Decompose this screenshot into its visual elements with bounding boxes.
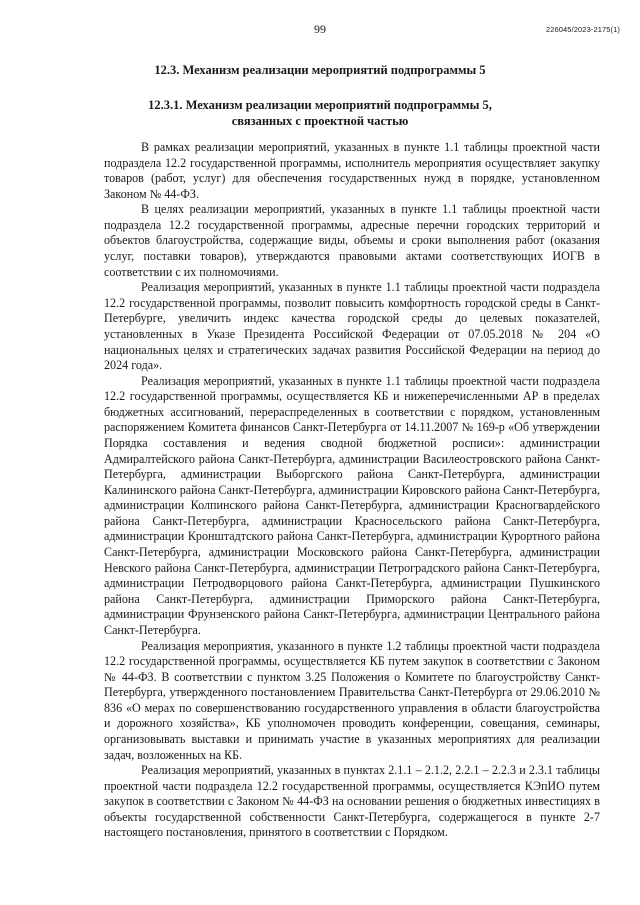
section-heading: 12.3. Механизм реализации мероприятий подпрограммы 5: [154, 63, 486, 77]
body-text: [104, 140, 600, 841]
page-number: 99: [314, 22, 326, 36]
paragraph: Реализация мероприятий, указанных в пункте 1.1 таблицы проектной части подраздела 12.2 государственной программы, позволит повысить комфортность городской среды в Санкт-Петербурге, увеличить индекс качества городской среды до целевых показателей, установленных в Указе Президента Российской Федерации от 07.05.2018 № 204 «О национальных целях и стратегических задачах развития Российской Федерации на период до 2024 года».: [104, 280, 600, 373]
paragraph: Реализация мероприятий, указанных в пунктах 2.1.1 – 2.1.2, 2.2.1 – 2.2.3 и 2.3.1 таблицы проектной части подраздела 12.2 государственной программы, осуществляется КЭпИО путем закупок в соответствии с Законом № 44-ФЗ на основании решения о бюджетных инвестициях в объекты государственной собственности Санкт-Петербурга, содержащегося в пункте 2-7 настоящего постановления, принятого в соответствии с Порядком.: [104, 763, 600, 840]
paragraph: В рамках реализации мероприятий, указанных в пункте 1.1 таблицы проектной части подраздела 12.2 государственной программы, исполнитель мероприятия осуществляет закупку товаров (работ, услуг) для обеспечения государственных нужд в порядке, установленном Законом № 44-ФЗ.: [104, 140, 600, 201]
subsection-heading-line-2: связанных с проектной частью: [231, 114, 409, 128]
paragraph: Реализация мероприятий, указанных в пункте 1.1 таблицы проектной части подраздела 12.2 государственной программы, осуществляется КБ и нижеперечисленными АР в пределах бюджетных ассигнований, перераспределенных в соответствии с порядком, установленным распоряжением Комитета финансов Санкт-Петербурга от 14.11.2007 № 169-р «Об утверждении Порядка составления и ведения сводной бюджетной росписи»: администрации Адмиралтейского района Санкт-Петербурга, администрации Василеостровского района Санкт-Петербурга, администрации Выборгского района Санкт-Петербурга, администрации Калининского района Санкт-Петербурга, администрации Кировского района Санкт-Петербурга, администрации Колпинского района Санкт-Петербурга, администрации Красногвардейского района Санкт-Петербурга, администрации Красносельского района Санкт-Петербурга, администрации Кронштадтского района Санкт-Петербурга, администрации Курортного района Санкт-Петербурга, администрации Московского района Санкт-Петербурга, администрации Невского района Санкт-Петербурга, администрации Петроградского района Санкт-Петербурга, администрации Петродворцового района Санкт-Петербурга, администрации Пушкинского района Санкт-Петербурга, администрации Приморского района Санкт-Петербурга, администрации Фрунзенского района Санкт-Петербурга, администрации Центрального района Санкт-Петербурга.: [104, 373, 600, 637]
paragraph: Реализация мероприятия, указанного в пункте 1.2 таблицы проектной части подраздела 12.2 государственной программы, осуществляется КБ путем закупок в соответствии с Законом № 44-ФЗ. В соответствии с пунктом 3.25 Положения о Комитете по благоустройству Санкт-Петербурга, утвержденного постановлением Правительства Санкт-Петербурга от 29.06.2010 № 836 «О мерах по совершенствованию государственного управления в области благоустройства и дорожного хозяйства», КБ уполномочен проводить конференции, совещания, семинары, организовывать выставки и принимать участие в указанных мероприятиях для реализации задач, возложенных на КБ.: [104, 638, 600, 762]
subsection-heading: [0, 97, 640, 129]
subsection-heading-line-1: 12.3.1. Механизм реализации мероприятий подпрограммы 5,: [148, 98, 492, 112]
document-id: 226045/2023-2175(1): [545, 25, 620, 34]
paragraph: В целях реализации мероприятий, указанных в пункте 1.1 таблицы проектной части подраздела 12.2 государственной программы, адресные перечни городских территорий и объектов благоустройства, содержащие виды, объемы и сроки выполнения работ (оказания услуг, поставки товаров), утверждаются правовыми актами соответствующих ИОГВ в соответствии с их полномочиями.: [104, 202, 600, 279]
